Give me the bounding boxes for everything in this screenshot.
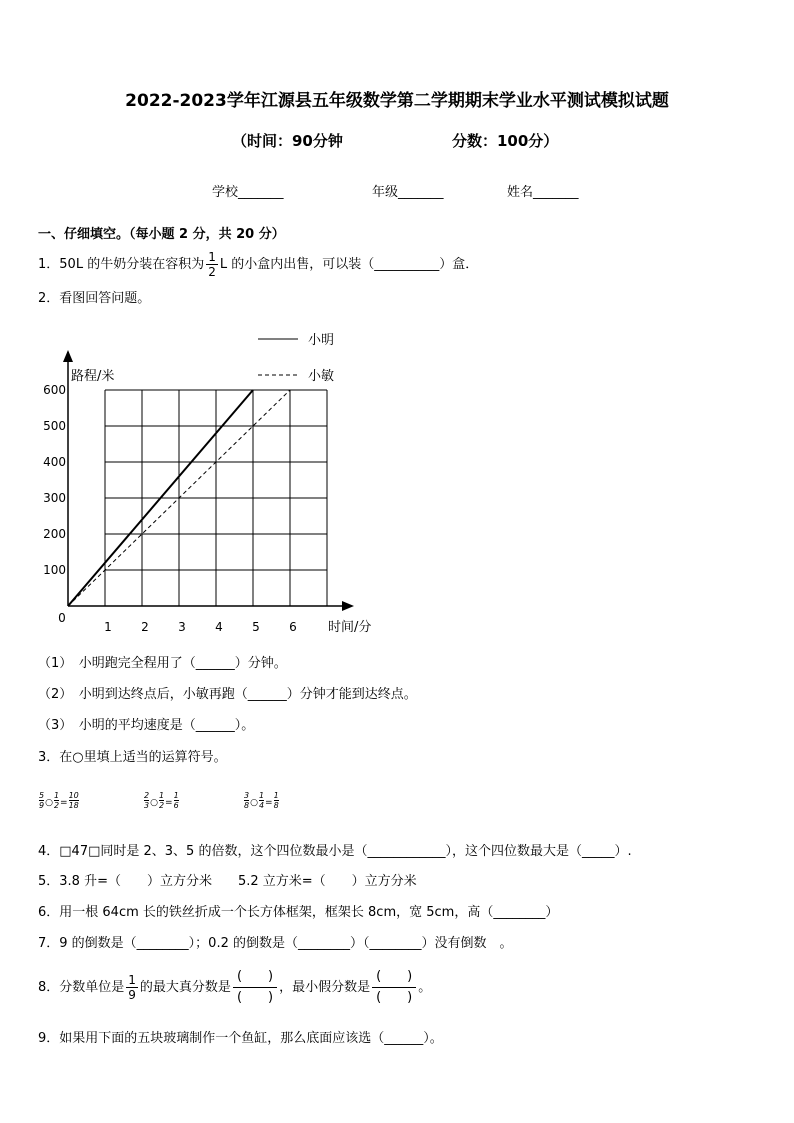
q1-suffix: L 的小盒内出售，可以装（__________）盒． xyxy=(219,257,479,272)
x-tick-label: 3 xyxy=(178,620,186,634)
q3-item-3: $\frac{3}{8}$ ○ $\frac{1}{4}$ = $\frac{1}{8}$ xyxy=(244,791,279,810)
q1-numerator: 1 xyxy=(208,250,216,264)
q1-prefix: 1．50L 的牛奶分装在容积为 xyxy=(38,257,205,272)
legend-label: 小敏 xyxy=(308,369,335,384)
question-8: 8．分数单位是 $\frac{1}{9}$ 的最大真分数是 ( ) ( ) ，最小假分数是 ( ) ( ) 。 xyxy=(38,967,431,1008)
section-heading: 一、仔细填空。（每小题 2 分，共 20 分） xyxy=(38,227,285,242)
question-5: 5．3.8 升=（ ）立方分米 5.2 立方米=（ ）立方分米 xyxy=(38,874,417,889)
question-3: 3．在○里填上适当的运算符号。 xyxy=(38,750,227,765)
y-tick-label: 600 xyxy=(43,383,66,397)
x-tick-label: 5 xyxy=(252,620,260,634)
x-tick-label: 6 xyxy=(289,620,297,634)
distance-time-chart xyxy=(40,318,400,640)
chart-grid xyxy=(105,390,327,606)
q2-sub-2: （2） 小明到达终点后，小敏再跑（______）分钟才能到达终点。 xyxy=(38,687,417,702)
legend-label: 小明 xyxy=(308,333,335,348)
school-field: 学校_______ xyxy=(212,185,284,200)
x-axis-arrow xyxy=(342,601,354,611)
question-1 xyxy=(38,250,478,279)
q3-item-1: $\frac{5}{9}$ ○ $\frac{1}{2}$ = $\frac{10}{18}$ xyxy=(39,791,79,810)
x-tick-label: 1 xyxy=(104,620,112,634)
q8-blank-fraction-2: ( ) ( ) xyxy=(372,967,416,1008)
page-title: 2022-2023学年江源县五年级数学第二学期期末学业水平测试模拟试题 xyxy=(125,91,669,111)
question-2: 2．看图回答问题。 xyxy=(38,291,151,306)
question-9: 9．如果用下面的五块玻璃制作一个鱼缸，那么底面应该选（______）。 xyxy=(38,1031,443,1046)
origin-label: 0 xyxy=(58,611,66,625)
question-4: 4．□47□同时是 2、3、5 的倍数，这个四位数最小是（____________），这个四位数最大是（_____）. xyxy=(38,844,632,859)
y-tick-label: 200 xyxy=(43,527,66,541)
chart-axes xyxy=(63,350,354,611)
name-field: 姓名_______ xyxy=(507,185,579,200)
q1-denominator: 2 xyxy=(208,265,216,279)
grade-field: 年级_______ xyxy=(372,185,444,200)
exam-score: 分数：100分） xyxy=(452,132,559,150)
y-tick-label: 400 xyxy=(43,455,66,469)
x-axis-label: 时间/分 xyxy=(328,620,372,635)
question-7: 7．9 的倒数是（________）；0.2 的倒数是（________）（________）没有倒数 。 xyxy=(38,936,513,951)
chart-legend xyxy=(258,333,334,384)
q8-unit-fraction: $\frac{1}{9}$ xyxy=(128,973,136,1002)
q2-sub-3: （3） 小明的平均速度是（______）。 xyxy=(38,718,255,733)
x-tick-label: 4 xyxy=(215,620,223,634)
y-axis-arrow xyxy=(63,350,73,362)
question-6: 6．用一根 64cm 长的铁丝折成一个长方体框架，框架长 8cm，宽 5cm，高（________） xyxy=(38,905,559,920)
q2-sub-1: （1） 小明跑完全程用了（______）分钟。 xyxy=(38,656,287,671)
q8-blank-fraction-1: ( ) ( ) xyxy=(233,967,277,1008)
y-tick-label: 300 xyxy=(43,491,66,505)
q3-item-2: $\frac{2}{3}$ ○ $\frac{1}{2}$ = $\frac{1}{6}$ xyxy=(144,791,179,810)
y-axis-label: 路程/米 xyxy=(71,369,115,384)
q1-fraction xyxy=(206,250,218,279)
exam-time: （时间：90分钟 xyxy=(232,132,343,150)
y-tick-label: 100 xyxy=(43,563,66,577)
x-tick-label: 2 xyxy=(141,620,149,634)
chart-labels xyxy=(43,368,371,635)
y-tick-label: 500 xyxy=(43,419,66,433)
